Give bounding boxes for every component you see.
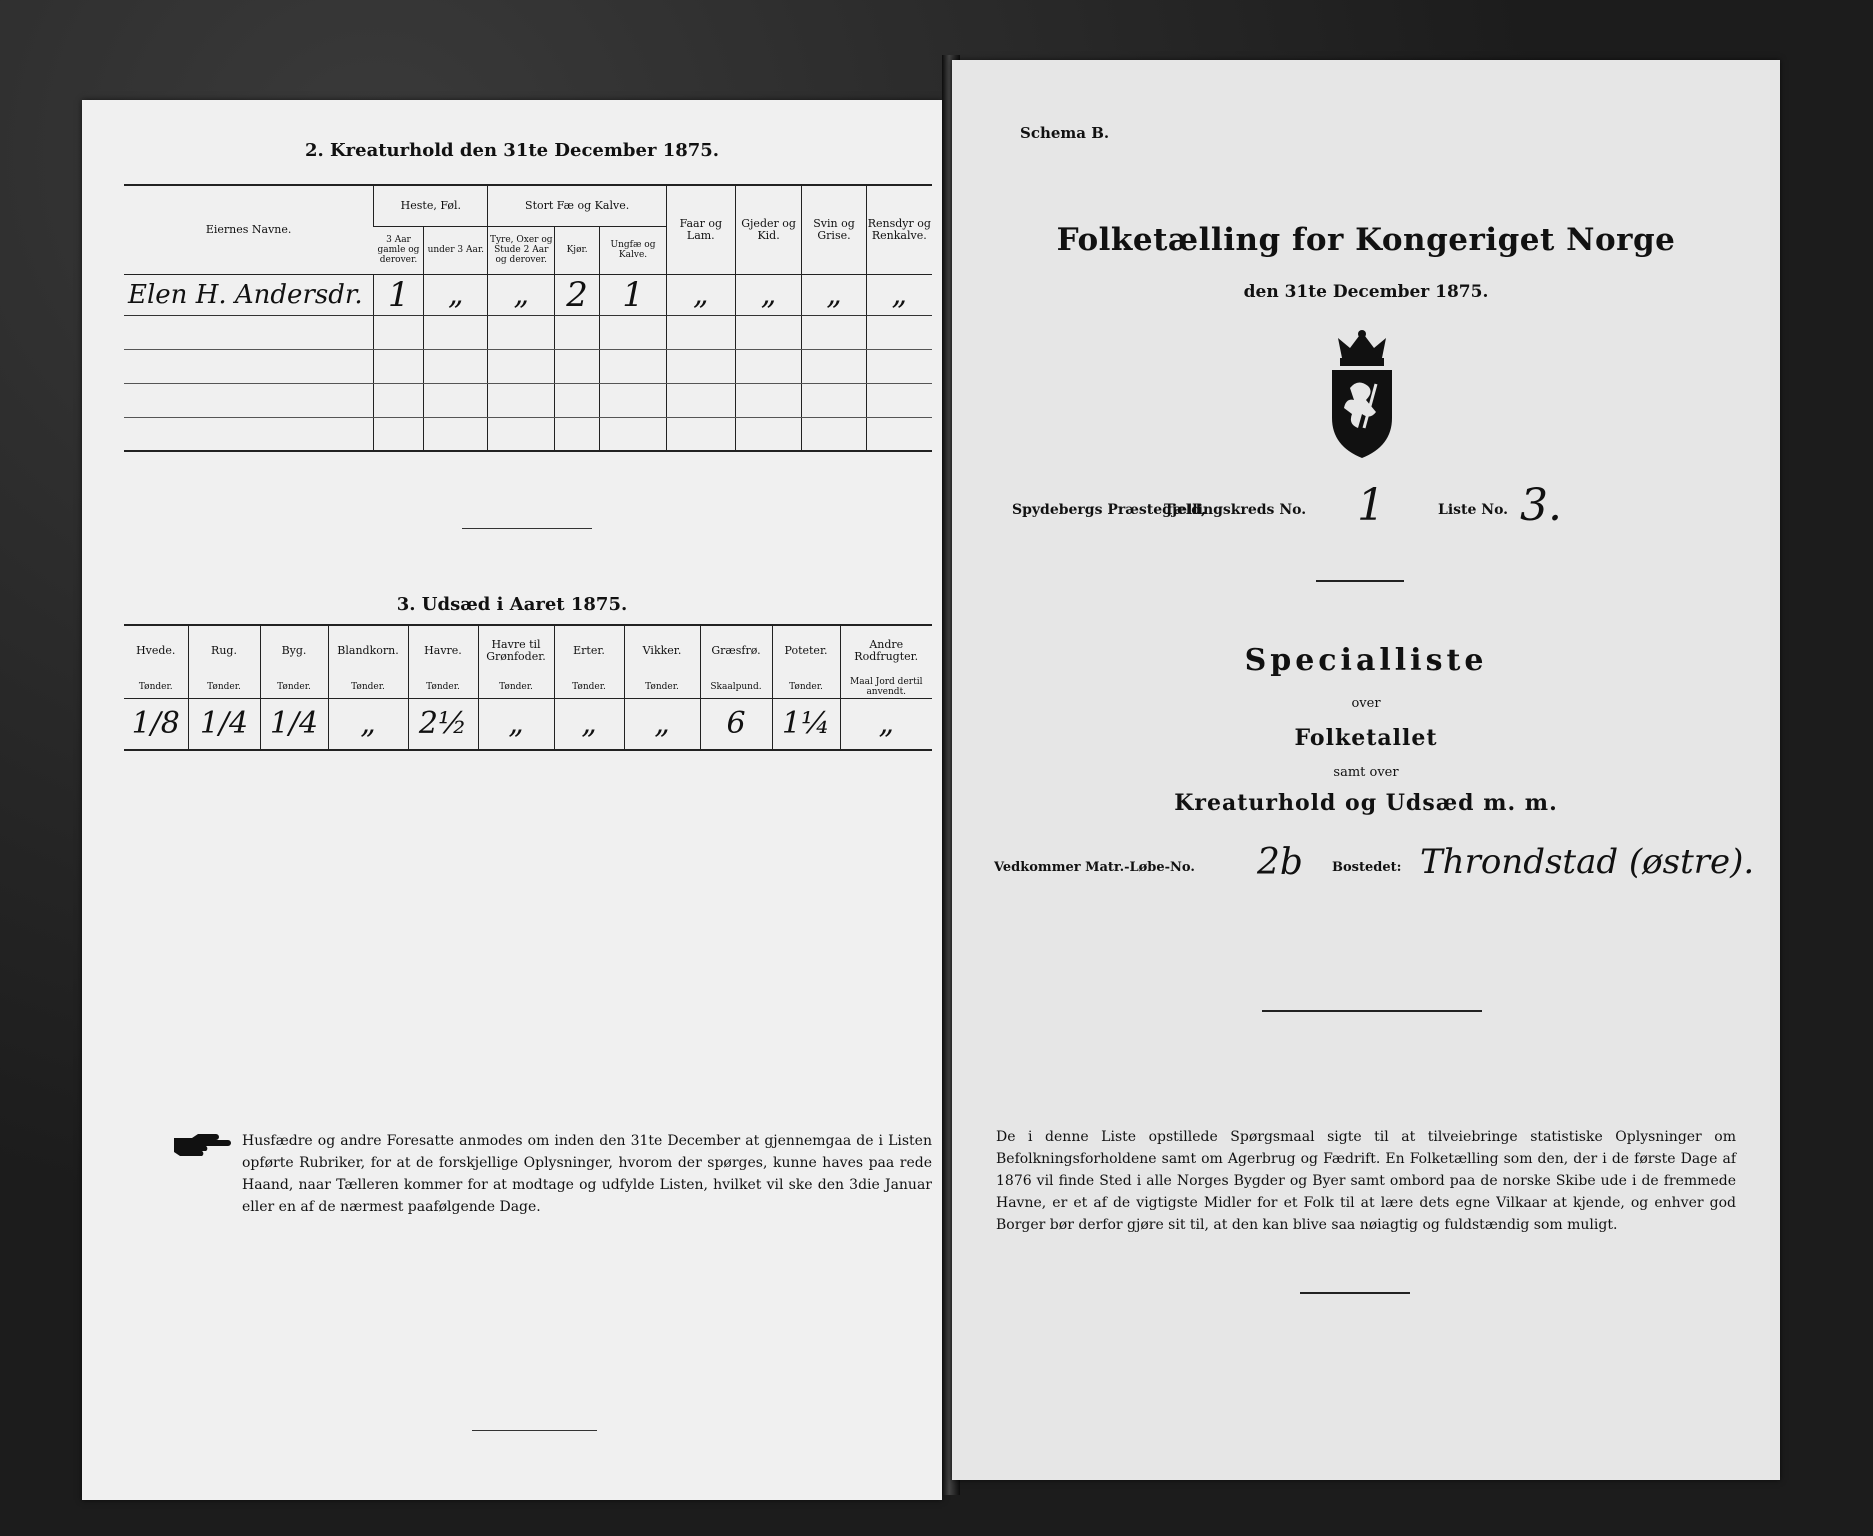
seed-unit: Tønder. [554,676,624,698]
seed-header-andre-rodfrugter: Andre Rodfrugter. [840,626,932,676]
divider [1316,580,1404,582]
specialliste-heading: Specialliste [1244,643,1488,678]
seed-unit: Tønder. [624,676,700,698]
census-title: Folketælling for Kongeriget Norge [1056,222,1676,258]
seed-value-rug: 1/4 [188,698,260,750]
notice-text: Husfædre og andre Foresatte anmodes om inden den 31te December at gjennemgaa de i Listen opførte Rubriker, for at de forskjellige Oplysninger, hvorom der spørges, kunne haves paa rede Haand, naar Tælleren kommer for at modtage og udfylde Listen, hvilket vil ske den 3die Januar eller en af de nærmest paafølgende Dage. [242,1133,932,1215]
cell-ungfae: 1 [600,274,667,315]
livestock-table [124,186,932,452]
seed-unit: Tønder. [772,676,840,698]
seed-unit: Skaalpund. [700,676,772,698]
cell-svin: „ [802,274,866,315]
tyre-header: Tyre, Oxer og Stude 2 Aar og derover. [488,226,555,274]
section3-title: 3. Udsæd i Aaret 1875. [396,594,628,615]
seed-header-hvede: Hvede. [136,644,176,657]
table-row [124,315,932,349]
kreds-value: 1 [1357,480,1385,531]
seed-unit: Tønder. [260,676,328,698]
liste-label: Liste No. [1438,502,1509,518]
heste-header: Heste, Føl. [374,186,488,226]
cell-heste-young: „ [424,274,488,315]
seed-unit: Tønder. [478,676,554,698]
seed-header-havre-gronfoder: Havre til Grønfoder. [478,626,554,676]
coat-of-arms-icon [1320,328,1404,460]
heste-old-header: 3 Aar gamle og derover. [374,226,424,274]
table-row [124,417,932,451]
cell-gjeder: „ [735,274,802,315]
matr-value: 2b [1257,842,1303,883]
seed-value-graesfro: 6 [700,698,772,750]
seed-header-byg: Byg. [260,626,328,676]
seed-header-blandkorn: Blandkorn. [328,626,408,676]
faar-header: Faar og Lam. [666,186,735,274]
table-row [124,698,932,750]
seed-unit: Tønder. [124,676,188,698]
info-paragraph: De i denne Liste opstillede Spørgsmaal sigte til at tilveiebringe statistiske Oplysninger om Befolkningsforholdene samt om Agerbrug og Fædrift. En Folketælling som den, der i de første Dage af 1876 vil finde Sted i alle Norges Bygder og Byer samt ombord paa de norske Skibe ude i de fremmede Havne, er et af de vigtigste Midler for et Folk til at lære dets egne Vilkaar at kjende, og enhver god Borger bør derfor gjøre sit til, at den kan blive saa nøiagtig og fuldstændig som muligt. [996,1129,1736,1233]
prestegjeld-label: Spydebergs Præstegjeld, [1012,502,1206,518]
bottom-divider [1300,1292,1410,1294]
seed-value-andre: „ [840,698,932,750]
heste-young-header: under 3 Aar. [424,226,488,274]
liste-value: 3. [1520,480,1562,531]
seed-value-havre: 2½ [408,698,478,750]
bostedet-value: Throndstad (østre). [1420,842,1755,882]
divider [1262,1010,1482,1012]
folketallet-heading: Folketallet [1294,725,1438,751]
right-page [952,60,1780,1480]
stort-fae-header: Stort Fæ og Kalve. [488,186,666,226]
seed-header-erter: Erter. [554,626,624,676]
seed-value-vikker: „ [624,698,700,750]
kreaturhold-heading: Kreaturhold og Udsæd m. m. [1174,790,1558,816]
seed-unit: Tønder. [328,676,408,698]
over-text: over [1351,696,1381,711]
kreds-label: Tællingskreds No. [1164,502,1307,518]
samt-over-text: samt over [1333,765,1399,780]
ungfae-header: Ungfæ og Kalve. [600,226,667,274]
seed-value-byg: 1/4 [260,698,328,750]
bostedet-label: Bostedet: [1332,860,1402,875]
seed-header-poteter: Poteter. [772,626,840,676]
seed-table [124,626,932,751]
seed-header-vikker: Vikker. [624,626,700,676]
cell-rensdyr: „ [866,274,932,315]
pointing-hand-icon [172,1132,232,1158]
table-row [124,274,932,315]
section2-title: 2. Kreaturhold den 31te December 1875. [304,140,720,161]
seed-header-havre: Havre. [408,626,478,676]
left-page [82,100,942,1500]
rensdyr-header: Rensdyr og Renkalve. [866,186,932,274]
table-row [124,349,932,383]
cell-tyre: „ [488,274,555,315]
svin-header: Svin og Grise. [802,186,866,274]
seed-value-erter: „ [554,698,624,750]
owner-name: Elen H. Andersdr. [124,274,374,315]
seed-value-poteter: 1¼ [772,698,840,750]
seed-value-blandkorn: „ [328,698,408,750]
census-date: den 31te December 1875. [1243,282,1489,302]
cell-kjoer: 2 [555,274,600,315]
seed-value-hvede: 1/8 [124,698,188,750]
matr-label: Vedkommer Matr.-Løbe-No. [994,860,1195,875]
seed-unit: Tønder. [188,676,260,698]
gjeder-header: Gjeder og Kid. [735,186,802,274]
seed-header-rug: Rug. [188,626,260,676]
bottom-divider [472,1430,597,1431]
table-row [124,383,932,417]
owner-header: Eiernes Navne. [124,186,374,274]
divider [462,528,592,529]
kjoer-header: Kjør. [555,226,600,274]
seed-value-havre-gronfoder: „ [478,698,554,750]
schema-label: Schema B. [1020,124,1110,142]
cell-heste-old: 1 [374,274,424,315]
seed-unit: Maal Jord dertil anvendt. [840,676,932,698]
seed-unit: Tønder. [408,676,478,698]
cell-faar: „ [666,274,735,315]
seed-header-graesfro: Græsfrø. [700,626,772,676]
